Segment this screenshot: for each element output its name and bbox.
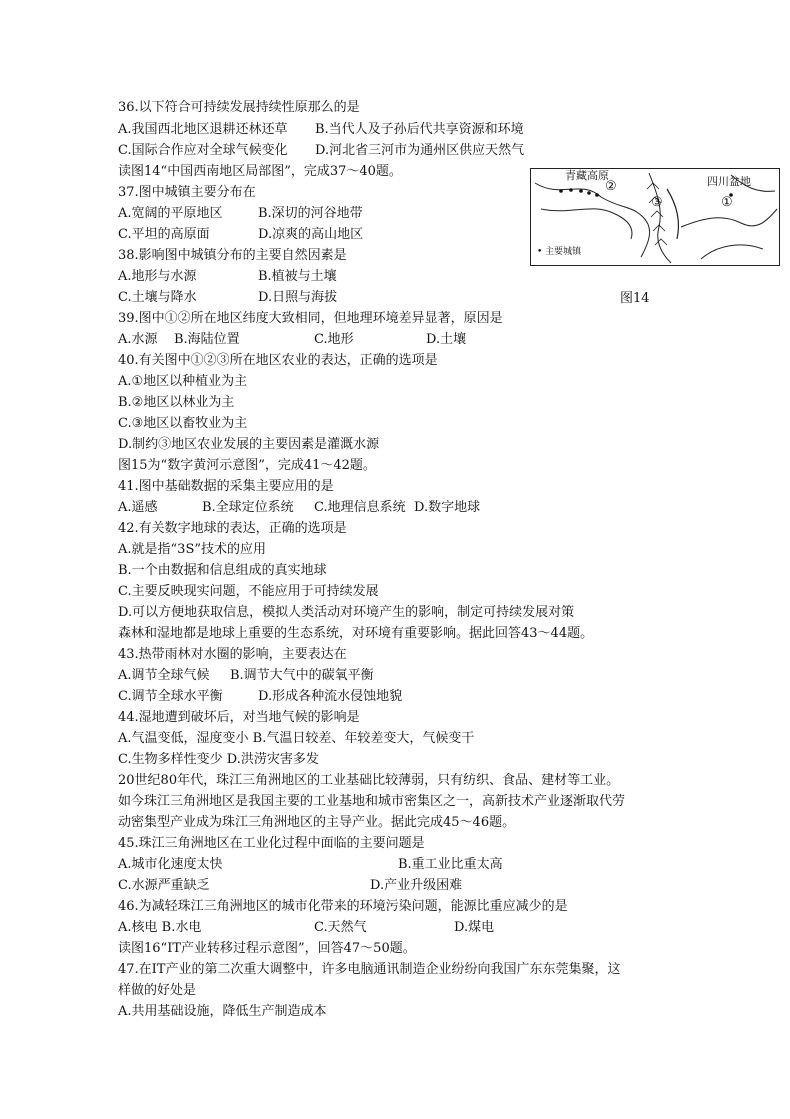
q39-option-a: A.水源 (118, 332, 158, 347)
q36-option-d: D.河北省三河市为通州区供应天然气 (315, 143, 525, 158)
figure-caption: 图14 (620, 291, 650, 306)
q42-option-a: A.就是指“3S”技术的应用 (118, 542, 266, 557)
q36-option-a: A.我国西北地区退耕还林还草 (118, 122, 288, 137)
marker-1: ① (721, 195, 733, 210)
q42-option-b: B.一个由数据和信息组成的真实地球 (118, 563, 327, 578)
q41-stem: 41.图中基础数据的采集主要应用的是 (118, 479, 334, 494)
q39-option-b: B.海陆位置 (174, 332, 240, 347)
q38-option-a: A.地形与水源 (118, 269, 197, 284)
q45-option-b: B.重工业比重太高 (398, 857, 503, 872)
marker-3: ③ (651, 195, 663, 210)
q38-option-b: B.植被与土壤 (258, 269, 337, 284)
q39-option-d: D.土壤 (426, 332, 467, 347)
map-legend: • 主要城镇 (537, 247, 582, 257)
q40-option-a: A.①地区以种植业为主 (118, 374, 248, 389)
q43-stem: 43.热带雨林对水圈的影响，主要表达在 (118, 647, 347, 662)
marker-2: ② (605, 179, 617, 194)
q42-stem: 42.有关数字地球的表达，正确的选项是 (118, 521, 347, 536)
intro-41-42: 图15为“数字黄河示意图”，完成41～42题。 (118, 458, 376, 473)
q44-options-cd: C.生物多样性变少 D.洪涝灾害多发 (118, 752, 319, 767)
q40-option-d: D.制约③地区农业发展的主要因素是灌溉水源 (118, 437, 380, 452)
q43-option-b: B.调节大气中的碳氧平衡 (230, 668, 374, 683)
q40-option-c: C.③地区以畜牧业为主 (118, 416, 248, 431)
intro-43-44: 森林和湿地都是地球上重要的生态系统，对环境有重要影响。据此回答43～44题。 (118, 626, 594, 641)
q47-stem-line2: 样做的好处是 (118, 983, 197, 998)
q38-option-d: D.日照与海拔 (258, 290, 338, 305)
q37-option-c: C.平坦的高原面 (118, 227, 210, 242)
intro-45-line1: 20世纪80年代，珠江三角洲地区的工业基础比较薄弱，只有纺织、食品、建材等工业。 (118, 773, 620, 788)
q37-option-a: A.宽阔的平原地区 (118, 206, 223, 221)
q37-option-d: D.凉爽的高山地区 (258, 227, 364, 242)
q45-option-d: D.产业升级困难 (370, 878, 463, 893)
q46-options-ab: A.核电 B.水电 (118, 920, 202, 935)
q44-stem: 44.湿地遭到破坏后，对当地气候的影响是 (118, 710, 360, 725)
q40-stem: 40.有关图中①②③所在地区农业的表达，正确的选项是 (118, 353, 438, 368)
q45-stem: 45.珠江三角洲地区在工业化过程中面临的主要问题是 (118, 836, 425, 851)
q43-option-d: D.形成各种流水侵蚀地貌 (258, 689, 403, 704)
intro-45-line3: 动密集型产业成为珠江三角洲地区的主导产业。据此完成45～46题。 (118, 815, 516, 830)
q41-option-c: C.地理信息系统 (314, 500, 406, 515)
q47-stem-line1: 47.在IT产业的第二次重大调整中，许多电脑通讯制造企业纷纷向我国广东东莞集聚，这 (118, 962, 621, 977)
q42-option-c: C.主要反映现实问题，不能应用于可持续发展 (118, 584, 379, 599)
q41-option-b: B.全球定位系统 (202, 500, 294, 515)
q46-option-d: D.煤电 (454, 920, 495, 935)
q43-option-c: C.调节全球水平衡 (118, 689, 223, 704)
southwest-china-map (530, 168, 780, 266)
q43-option-a: A.调节全球气候 (118, 668, 210, 683)
q45-option-c: C.水源严重缺乏 (118, 878, 210, 893)
q36-stem: 36.以下符合可持续发展持续性原那么的是 (118, 100, 360, 115)
q47-option-a: A.共用基础设施，降低生产制造成本 (118, 1004, 327, 1019)
q46-option-c: C.天然气 (314, 920, 367, 935)
label-qinghai-tibet-plateau: 青藏高原 (565, 169, 609, 182)
q42-option-d: D.可以方便地获取信息，模拟人类活动对环境产生的影响，制定可持续发展对策 (118, 605, 575, 620)
intro-37-40: 读图14“中国西南地区局部图”，完成37～40题。 (118, 164, 402, 179)
q41-option-a: A.遥感 (118, 500, 158, 515)
q38-option-c: C.土壤与降水 (118, 290, 197, 305)
q46-stem: 46.为减轻珠江三角洲地区的城市化带来的环境污染问题，能源比重应减少的是 (118, 899, 568, 914)
label-sichuan-basin: 四川盆地 (707, 175, 751, 188)
q45-option-a: A.城市化速度太快 (118, 857, 223, 872)
intro-47-50: 读图16“IT产业转移过程示意图”，回答47～50题。 (118, 941, 416, 956)
q36-option-b: B.当代人及子孙后代共享资源和环境 (315, 122, 524, 137)
q39-option-c: C.地形 (314, 332, 354, 347)
q37-option-b: B.深切的河谷地带 (258, 206, 363, 221)
q38-stem: 38.影响图中城镇分布的主要自然因素是 (118, 248, 347, 263)
q41-option-d: D.数字地球 (414, 500, 481, 515)
q44-options-ab: A.气温变低，湿度变小 B.气温日较差、年较差变大，气候变干 (118, 731, 475, 746)
q40-option-b: B.②地区以林业为主 (118, 395, 235, 410)
q36-option-c: C.国际合作应对全球气候变化 (118, 143, 288, 158)
q37-stem: 37.图中城镇主要分布在 (118, 185, 256, 200)
intro-45-line2: 如今珠江三角洲地区是我国主要的工业基地和城市密集区之一，高新技术产业逐渐取代劳 (118, 794, 626, 809)
q39-stem: 39.图中①②所在地区纬度大致相同，但地理环境差异显著，原因是 (118, 311, 503, 326)
